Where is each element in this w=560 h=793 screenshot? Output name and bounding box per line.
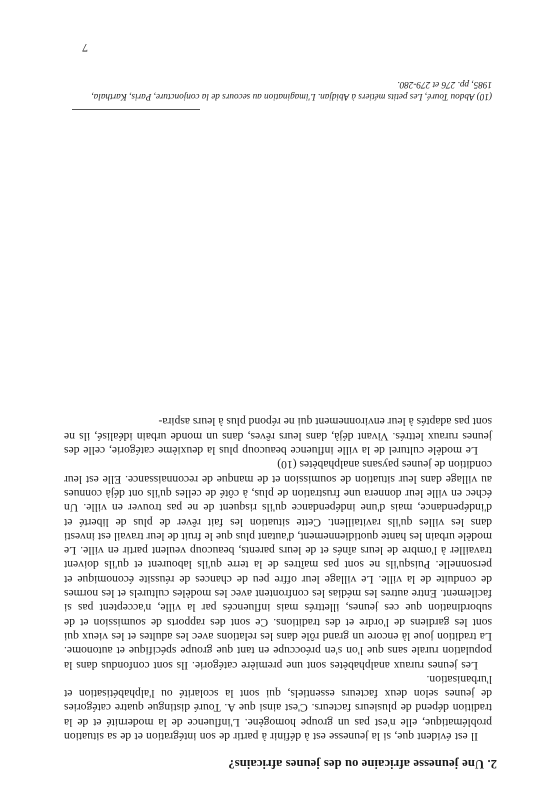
footnote-divider	[72, 109, 200, 110]
paragraph-intro: Il est évident que, si la jeunesse est à définir à partir de son intégration et de sa situation problématique, elle n'est pas un groupe homogène. L'influence de la modernité et de la tradition dépend de plusieurs facteurs. C'est ainsi que A. Touré distingue quatre catégories de jeunes selon deux facteurs essentiels, qui sont la scolarité ou l'alphabétisation et l'urbanisation.	[64, 672, 492, 743]
paragraph-rural-literate: Le modèle culturel de la ville influence beaucoup plus la deuxième catégorie, celle des jeunes ruraux lettrés. Vivant déjà, dans leurs rêves, dans un monde urbain idéalisé, ils ne sont pas adaptés à leur environnement qui ne répond plus à leurs aspira-	[64, 415, 492, 458]
page-number: 7	[82, 41, 88, 55]
section-heading: 2. Une jeunesse africaine ou des jeunes africains?	[228, 757, 497, 771]
body-text	[64, 414, 492, 743]
footnote: (10) Abdou Touré, Les petits métiers à Abidjan. L'imagination au secours de la conjoncture, Paris, Karthala, 1985, pp. 276 et 279-280.	[91, 80, 492, 102]
paragraph-rural-illiterate: Les jeunes ruraux analphabètes sont une première catégorie. Ils sont confondus dans la population rurale sans que l'on s'en préoccupe en tant que groupe spécifique et autonome. La tradition joue là encore un grand rôle dans les relations avec les adultes et les vieux qui sont les gardiens de l'ordre et des traditions. Ce sont des rapports de soumission et de subordination que ces jeunes, illettrés mais influencés par la ville, n'acceptent pas si facilement. Entre autres les médias les confrontent avec les modèles culturels et les normes de conduite de la ville. Le village leur offre peu de chances de réussite économique et personnelle. Puisqu'ils ne sont pas maîtres de la terre qu'ils labourent et qu'ils doivent travailler à l'ombre de leurs aînés et de leurs parents, beaucoup veulent partir en ville. Le modèle urbain les hante quotidiennement, d'autant plus que le fruit de leur travail est investi dans les villes qu'ils ravitaillent. Cette situation les fait rêver de plus de liberté et d'indépendance, mais d'une indépendance qu'ils risquent de ne pas trouver en ville. Un échec en ville leur donnera une frustration de plus, à côté de celles qu'ils ont déjà connues au village dans leur situation de soumission et de manque de reconnaissance. Elle est leur condition de jeunes paysans analphabètes (10)	[64, 458, 492, 672]
